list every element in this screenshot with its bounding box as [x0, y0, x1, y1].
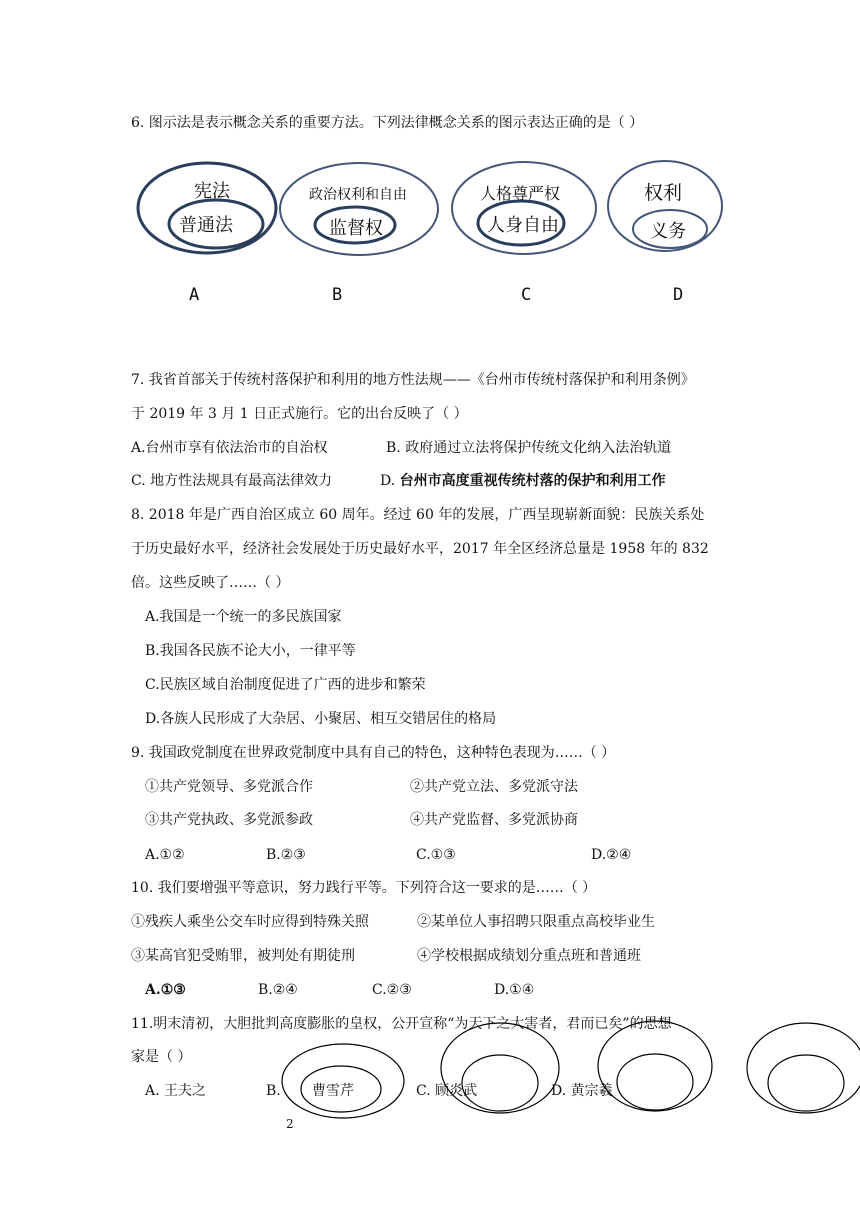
q10-statement-1: ①残疾人乘坐公交车时应得到特殊关照	[131, 914, 369, 930]
q8-line-2: 于历史最好水平，经济社会发展处于历史最好水平，2017 年全区经济总量是 1958 年的 832	[131, 541, 709, 557]
diagram-d-inner-label: 义务	[650, 221, 686, 242]
q6-stem: 6. 图示法是表示概念关系的重要方法。下列法律概念关系的图示表达正确的是（ ）	[131, 115, 644, 131]
diagram-b-outer-ellipse	[280, 163, 438, 255]
q11-option-b: B.	[266, 1083, 281, 1099]
diagram-a-inner-label: 普通法	[179, 215, 233, 236]
q8-option-b: B.我国各民族不论大小，一律平等	[145, 643, 356, 659]
q9-statement-4: ④共产党监督、多党派协商	[410, 812, 578, 828]
q9-option-c: C.①③	[416, 847, 456, 863]
q8-option-a: A.我国是一个统一的多民族国家	[145, 609, 342, 625]
diagram-b-inner-label: 监督权	[329, 218, 383, 239]
q7-option-a: A.台州市享有依法治市的自治权	[131, 440, 328, 456]
q10-statement-3: ③某高官犯受贿罪，被判处有期徒刑	[131, 948, 355, 964]
diagram-c-letter: C	[521, 285, 532, 305]
q11-option-c: C. 顾炎武	[416, 1083, 478, 1099]
q11-line-2: 家是（ ）	[131, 1049, 192, 1065]
diagram-c-outer-label: 人格尊严权	[479, 184, 560, 203]
q11-option-a: A. 王夫之	[145, 1083, 207, 1099]
diagram-a-letter: A	[189, 285, 200, 305]
q10-option-b: B.②④	[258, 982, 298, 998]
diagram-a-outer-label: 宪法	[194, 181, 230, 202]
overlay-3-outer	[598, 1021, 712, 1111]
q9-statement-3: ③共产党执政、多党派参政	[145, 812, 313, 828]
q10-stem: 10. 我们要增强平等意识，努力践行平等。下列符合这一要求的是……（ ）	[131, 880, 597, 896]
q10-statement-2: ②某单位人事招聘只限重点高校毕业生	[417, 914, 655, 930]
diagram-b-letter: B	[332, 285, 343, 305]
q7-option-d-prefix: D.	[380, 473, 400, 489]
overlay-3-inner	[617, 1054, 693, 1110]
q11-option-d: D. 黄宗羲	[551, 1083, 613, 1099]
diagram-c	[452, 162, 596, 254]
q7-option-c: C. 地方性法规具有最高法律效力	[131, 473, 333, 489]
q9-option-b: B.②③	[266, 847, 306, 863]
overlay-4-outer	[747, 1023, 860, 1113]
q8-option-d: D.各族人民形成了大杂居、小聚居、相互交错居住的格局	[145, 711, 497, 727]
q7-option-d-text: 台州市高度重视传统村落的保护和利用工作	[399, 473, 666, 489]
q9-stem: 9. 我国政党制度在世界政党制度中具有自己的特色，这种特色表现为……（ ）	[131, 745, 616, 761]
q7-option-b: B. 政府通过立法将保护传统文化纳入法治轨道	[386, 440, 672, 456]
q10-statement-4: ④学校根据成绩划分重点班和普通班	[417, 948, 641, 964]
q11-line-1: 11.明末清初，大胆批判高度膨胀的皇权，公开宣称“为天下之大害者，君而已矣”的思想	[131, 1016, 672, 1032]
q8-line-3: 倍。这些反映了……（ ）	[131, 575, 290, 591]
q8-line-1: 8. 2018 年是广西自治区成立 60 周年。经过 60 年的发展，广西呈现崭新面貌：民族关系处	[131, 507, 705, 523]
diagram-b-outer-label: 政治权利和自由	[309, 187, 407, 203]
q7-line-2: 于 2019 年 3 月 1 日正式施行。它的出台反映了（ ）	[131, 406, 468, 422]
q11-option-b-text: 曹雪芹	[312, 1083, 354, 1099]
q10-option-c: C.②③	[372, 982, 412, 998]
q10-option-a: A.①③	[145, 982, 186, 998]
q11-overlay-diagrams	[282, 1021, 860, 1118]
q10-option-d: D.①④	[494, 982, 535, 998]
diagram-d-outer-label: 权利	[643, 182, 682, 204]
page-number: 2	[286, 1117, 294, 1131]
q9-statement-2: ②共产党立法、多党派守法	[410, 779, 578, 795]
diagram-c-outer-ellipse	[452, 162, 596, 254]
q8-option-c: C.民族区域自治制度促进了广西的进步和繁荣	[145, 677, 426, 693]
diagram-d-letter: D	[673, 285, 684, 305]
overlay-4-inner	[768, 1055, 844, 1111]
diagram-c-inner-label: 人身自由	[487, 215, 559, 236]
q7-line-1: 7. 我省首部关于传统村落保护和利用的地方性法规——《台州市传统村落保护和利用条例》	[131, 372, 695, 388]
q7-option-d	[380, 471, 666, 491]
q9-statement-1: ①共产党领导、多党派合作	[145, 779, 313, 795]
diagram-b	[280, 163, 438, 255]
q9-option-a: A.①②	[145, 847, 185, 863]
q9-option-d: D.②④	[591, 847, 632, 863]
